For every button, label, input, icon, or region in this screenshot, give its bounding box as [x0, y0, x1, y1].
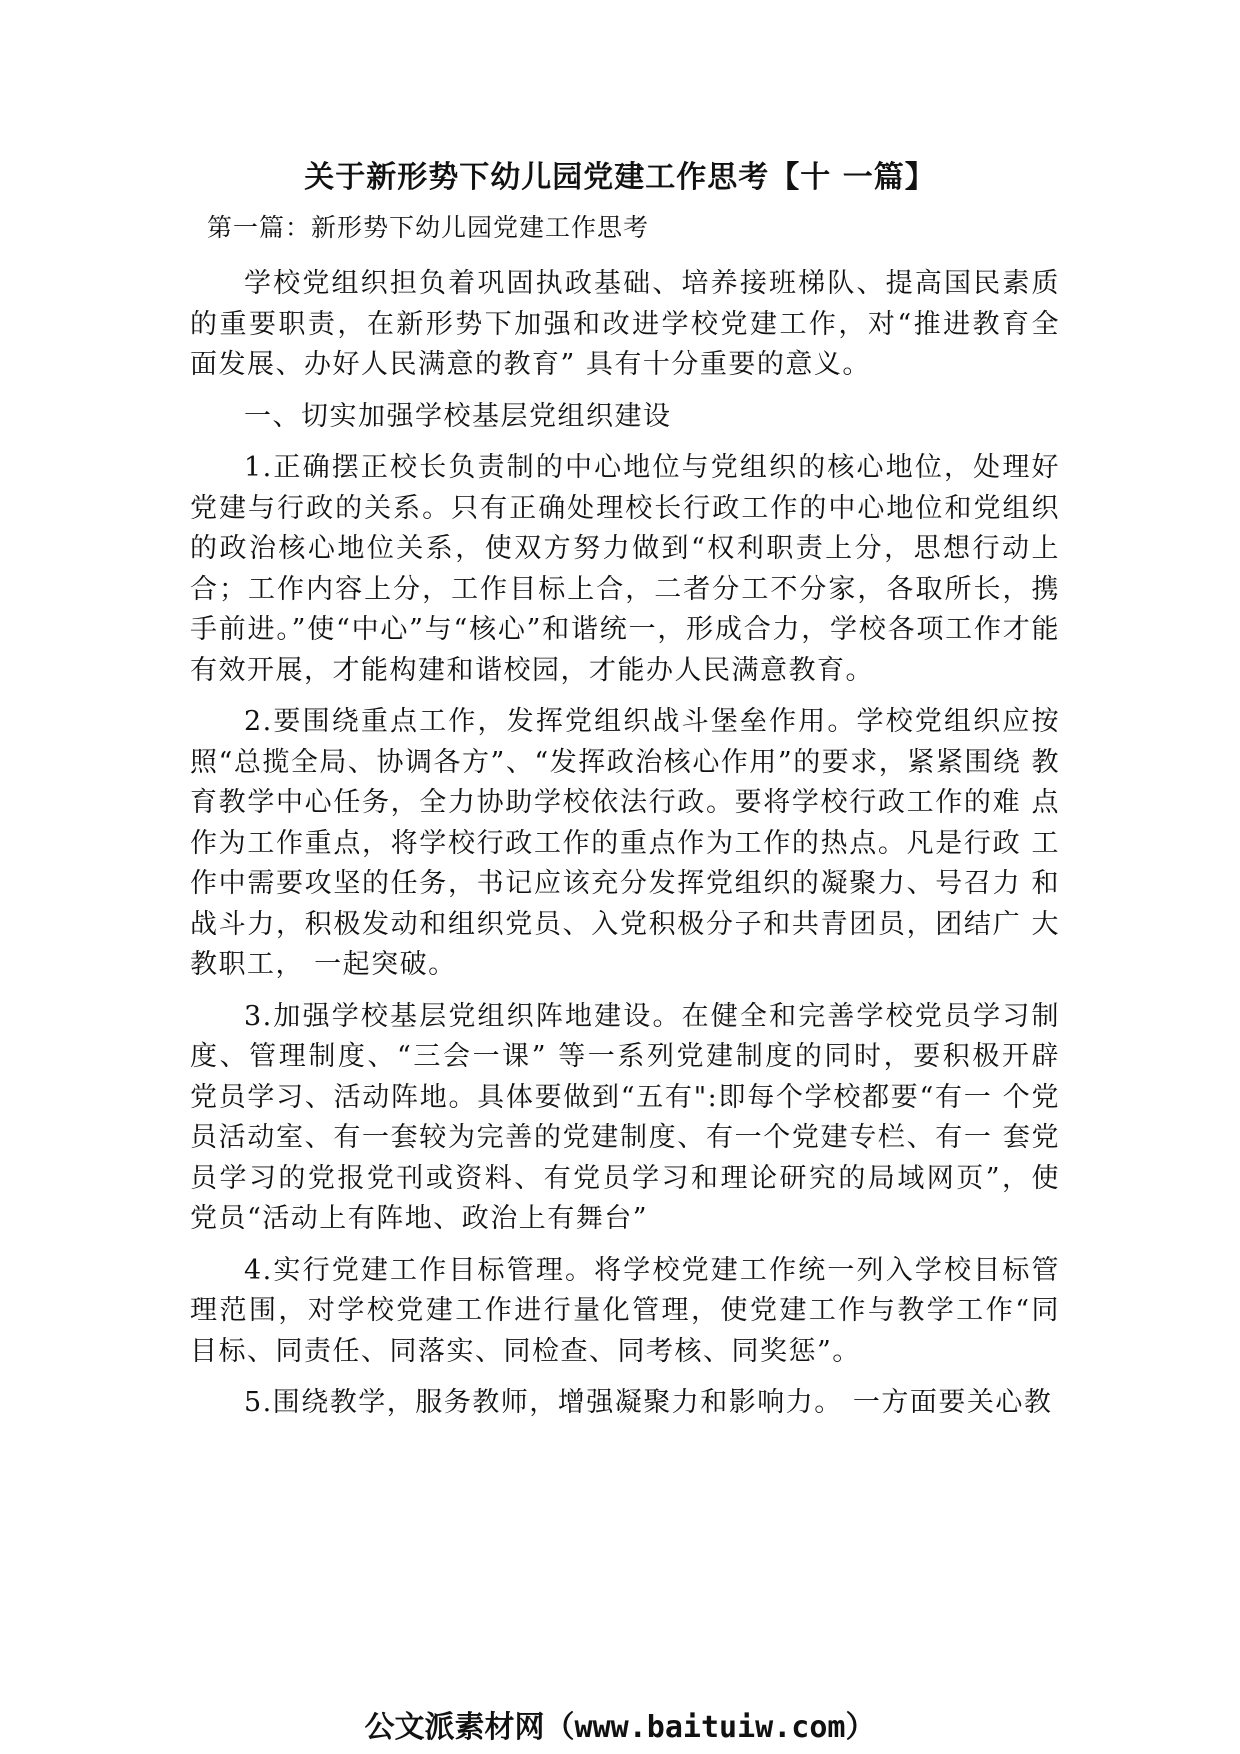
item-paragraph-4: 4.实行党建工作目标管理。将学校党建工作统一列入学校目标管理范围，对学校党建工作进行量化管理，使党建工作与教学工作“同目标、同责任、同落实、同检查、同考核、同奖惩”。: [190, 1254, 1060, 1367]
chapter-subtitle: 第一篇：新形势下幼儿园党建工作思考: [207, 213, 650, 242]
intro-paragraph: 学校党组织担负着巩固执政基础、培养接班梯队、提高国民素质的重要职责，在新形势下加强和改进学校党建工作，对“推进教育全面发展、办好人民满意的教育” 具有十分重要的意义。: [190, 268, 1060, 380]
item-paragraph-1: 1.正确摆正校长负责制的中心地位与党组织的核心地位，处理好党建与行政的关系。只有正确处理校长行政工作的中心地位和党组织的政治核心地位关系，使双方努力做到“权利职责上分，思想行动上合；工作内容上分，工作目标上合，二者分工不分家，各取所长，携手前进。”使“中心”与“核心”和谐统一，形成合力，学校各项工作才能有效开展，才能构建和谐校园，才能办人民满意教育。: [190, 452, 1060, 686]
document-title: 关于新形势下幼儿园党建工作思考【十 一篇】: [304, 160, 936, 195]
item-paragraph-5: 5.围绕教学，服务教师，增强凝聚力和影响力。 一方面要关心教: [244, 1387, 1053, 1418]
footer-watermark: 公文派素材网（www.baituiw.com）: [364, 1710, 876, 1745]
section-heading: 一、切实加强学校基层党组织建设: [244, 400, 672, 432]
item-paragraph-2: 2.要围绕重点工作，发挥党组织战斗堡垒作用。学校党组织应按照“总揽全局、协调各方”、“发挥政治核心作用”的要求，紧紧围绕 教育教学中心任务，全力协助学校依法行政。要将学校行政工作的难 点作为工作重点，将学校行政工作的重点作为工作的热点。凡是行政 工作中需要攻坚的任务，书记应该充分发挥党组织的凝聚力、号召力 和战斗力，积极发动和组织党员、入党积极分子和共青团员，团结广 大教职工， 一起突破。: [190, 706, 1060, 980]
document-body: [190, 264, 1060, 1435]
item-paragraph-3: 3.加强学校基层党组织阵地建设。在健全和完善学校党员学习制度、管理制度、“三会一课” 等一系列党建制度的同时，要积极开辟 党员学习、活动阵地。具体要做到“五有":即每个学校都要“有一 个党员活动室、有一套较为完善的党建制度、有一个党建专栏、有一 套党员学习的党报党刊或资料、有党员学习和理论研究的局域网页”，使党员“活动上有阵地、政治上有舞台”: [190, 1000, 1060, 1234]
